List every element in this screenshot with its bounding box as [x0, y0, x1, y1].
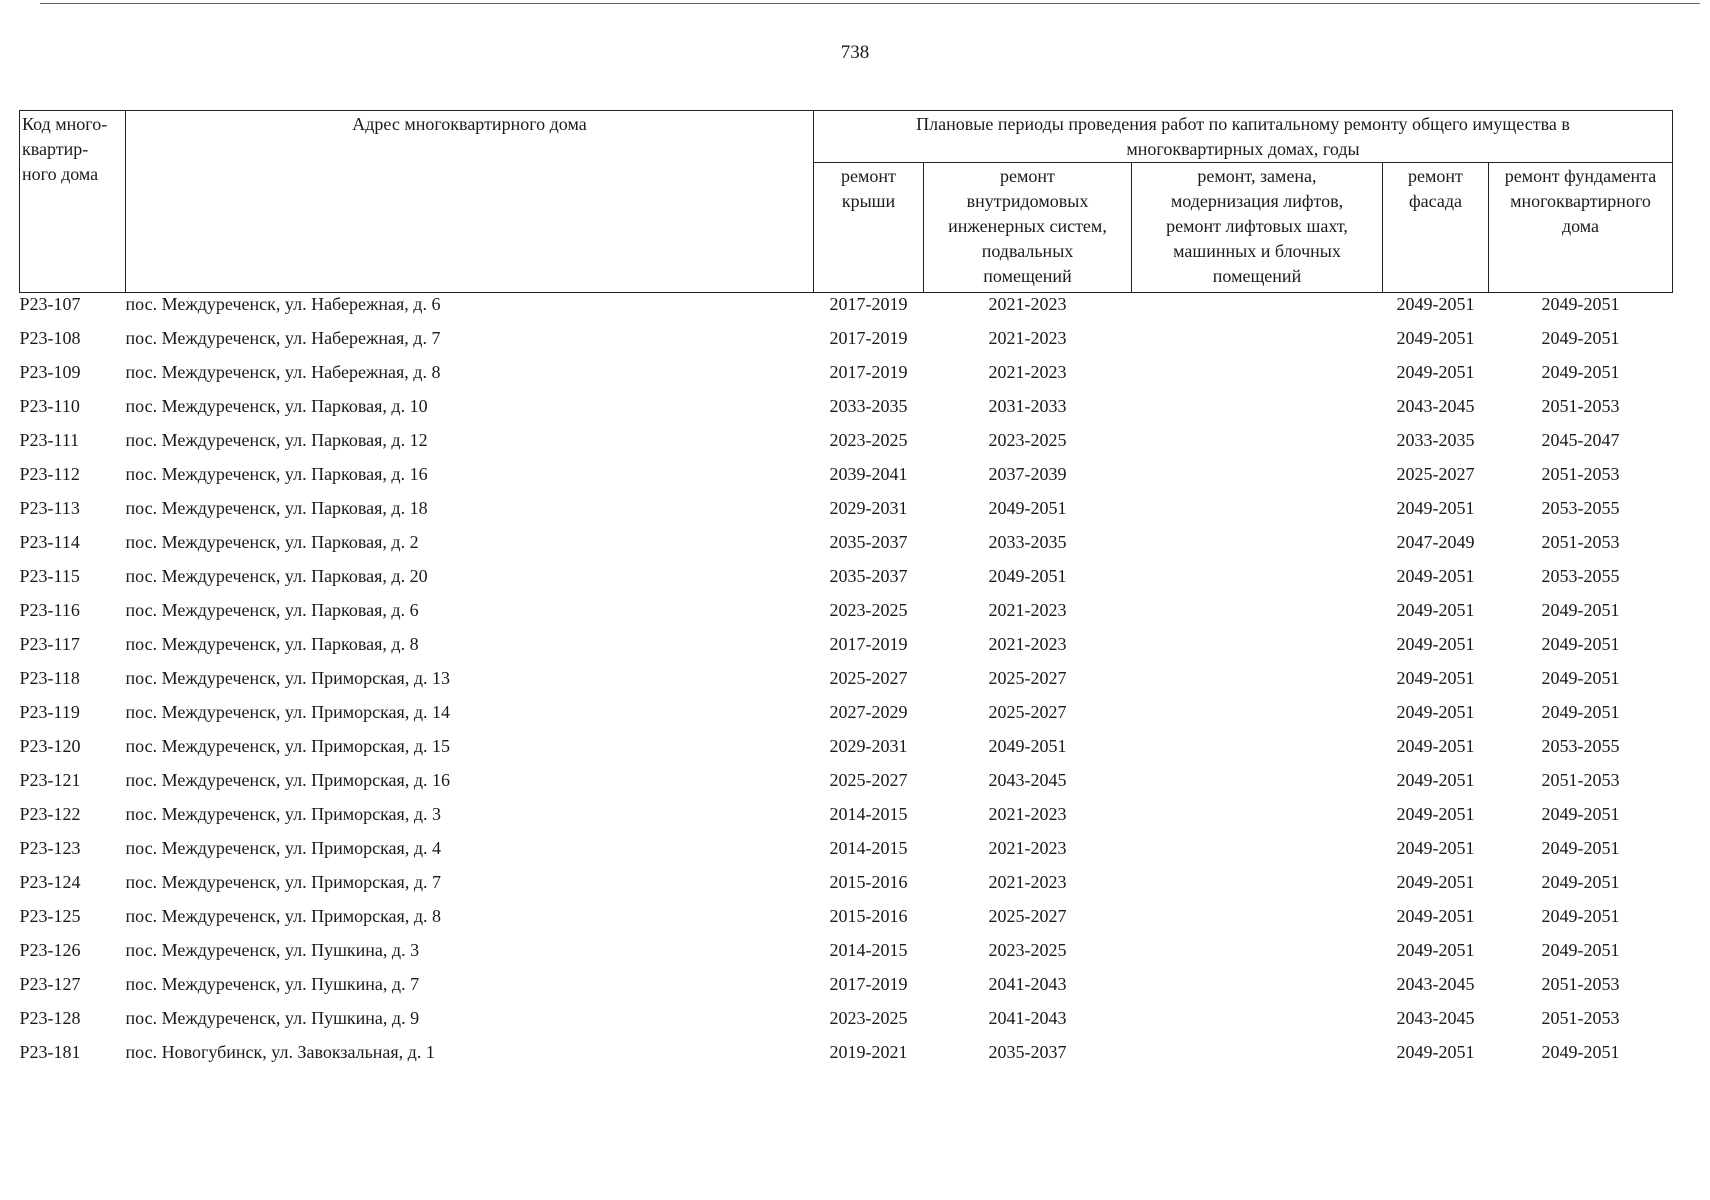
cell-foundation-period: 2049-2051 — [1541, 838, 1620, 858]
cell-roof-period: 2017-2019 — [829, 974, 908, 994]
cell-address: пос. Междуреченск, ул. Парковая, д. 8 — [125, 634, 419, 654]
table-row — [20, 905, 1673, 939]
cell-engineering-period: 2043-2045 — [988, 770, 1067, 790]
cell-facade-period: 2049-2051 — [1396, 566, 1475, 586]
cell-house-code: Р23-112 — [19, 464, 80, 484]
cell-elevators-period — [1132, 735, 1383, 769]
cell-elevators-period — [1132, 837, 1383, 871]
top-rule — [40, 3, 1700, 4]
cell-facade-period: 2049-2051 — [1396, 736, 1475, 756]
cell-roof-period: 2023-2025 — [829, 600, 908, 620]
table-row — [20, 735, 1673, 769]
cell-address: пос. Междуреченск, ул. Парковая, д. 6 — [125, 600, 419, 620]
cell-address: пос. Междуреченск, ул. Приморская, д. 13 — [125, 668, 450, 688]
header-foundation-repair: ремонт фундамента многоквартирного дома — [1489, 163, 1673, 293]
cell-house-code: Р23-117 — [19, 634, 80, 654]
cell-roof-period: 2014-2015 — [829, 838, 908, 858]
cell-engineering-period: 2041-2043 — [988, 974, 1067, 994]
page-number: 738 — [840, 42, 870, 63]
cell-facade-period: 2047-2049 — [1396, 532, 1475, 552]
cell-address: пос. Междуреченск, ул. Парковая, д. 2 — [125, 532, 419, 552]
table-row — [20, 565, 1673, 599]
cell-house-code: Р23-108 — [19, 328, 81, 348]
cell-facade-period: 2043-2045 — [1396, 1008, 1475, 1028]
cell-house-code: Р23-126 — [19, 940, 81, 960]
cell-foundation-period: 2053-2055 — [1541, 736, 1620, 756]
cell-foundation-period: 2049-2051 — [1541, 294, 1620, 314]
cell-house-code: Р23-122 — [19, 804, 81, 824]
cell-address: пос. Междуреченск, ул. Парковая, д. 10 — [125, 396, 428, 416]
cell-house-code: Р23-125 — [19, 906, 81, 926]
cell-elevators-period — [1132, 667, 1383, 701]
cell-address: пос. Междуреченск, ул. Набережная, д. 6 — [125, 294, 441, 314]
cell-facade-period: 2049-2051 — [1396, 328, 1475, 348]
cell-house-code: Р23-119 — [19, 702, 80, 722]
cell-house-code: Р23-123 — [19, 838, 81, 858]
cell-engineering-period: 2021-2023 — [988, 634, 1067, 654]
cell-foundation-period: 2049-2051 — [1541, 600, 1620, 620]
cell-roof-period: 2033-2035 — [829, 396, 908, 416]
cell-roof-period: 2015-2016 — [829, 906, 908, 926]
cell-facade-period: 2049-2051 — [1396, 634, 1475, 654]
cell-elevators-period — [1132, 633, 1383, 667]
repair-plan-table — [19, 110, 1673, 1075]
cell-engineering-period: 2021-2023 — [988, 804, 1067, 824]
table-row — [20, 803, 1673, 837]
cell-facade-period: 2049-2051 — [1396, 940, 1475, 960]
cell-roof-period: 2029-2031 — [829, 736, 908, 756]
header-engineering-systems: ремонт внутридомовых инженерных систем, подвальных помещений — [924, 163, 1132, 293]
cell-roof-period: 2027-2029 — [829, 702, 908, 722]
cell-engineering-period: 2025-2027 — [988, 906, 1067, 926]
header-elevators: ремонт, замена, модернизация лифтов, ремонт лифтовых шахт, машинных и блочных помещений — [1132, 163, 1383, 293]
cell-engineering-period: 2041-2043 — [988, 1008, 1067, 1028]
cell-address: пос. Междуреченск, ул. Набережная, д. 7 — [125, 328, 441, 348]
cell-house-code: Р23-107 — [19, 294, 81, 314]
cell-address: пос. Междуреченск, ул. Пушкина, д. 3 — [125, 940, 420, 960]
cell-elevators-period — [1132, 939, 1383, 973]
cell-engineering-period: 2021-2023 — [988, 872, 1067, 892]
table-row — [20, 361, 1673, 395]
cell-roof-period: 2035-2037 — [829, 532, 908, 552]
table-row — [20, 395, 1673, 429]
cell-foundation-period: 2053-2055 — [1541, 566, 1620, 586]
cell-foundation-period: 2049-2051 — [1541, 906, 1620, 926]
cell-address: пос. Междуреченск, ул. Приморская, д. 4 — [125, 838, 441, 858]
cell-facade-period: 2049-2051 — [1396, 770, 1475, 790]
cell-address: пос. Междуреченск, ул. Парковая, д. 12 — [125, 430, 428, 450]
cell-facade-period: 2049-2051 — [1396, 906, 1475, 926]
cell-engineering-period: 2025-2027 — [988, 668, 1067, 688]
cell-facade-period: 2049-2051 — [1396, 668, 1475, 688]
cell-address: пос. Междуреченск, ул. Приморская, д. 16 — [125, 770, 450, 790]
table-row — [20, 871, 1673, 905]
cell-engineering-period: 2023-2025 — [988, 430, 1067, 450]
cell-address: пос. Междуреченск, ул. Приморская, д. 8 — [125, 906, 441, 926]
table-row — [20, 429, 1673, 463]
cell-foundation-period: 2049-2051 — [1541, 804, 1620, 824]
cell-foundation-period: 2049-2051 — [1541, 362, 1620, 382]
cell-address: пос. Междуреченск, ул. Пушкина, д. 7 — [125, 974, 420, 994]
cell-foundation-period: 2051-2053 — [1541, 464, 1620, 484]
cell-elevators-period — [1132, 361, 1383, 395]
cell-facade-period: 2049-2051 — [1396, 1042, 1475, 1062]
cell-engineering-period: 2021-2023 — [988, 294, 1067, 314]
table-row — [20, 973, 1673, 1007]
cell-house-code: Р23-121 — [19, 770, 81, 790]
cell-address: пос. Междуреченск, ул. Приморская, д. 7 — [125, 872, 441, 892]
cell-foundation-period: 2051-2053 — [1541, 974, 1620, 994]
cell-house-code: Р23-116 — [19, 600, 80, 620]
cell-engineering-period: 2037-2039 — [988, 464, 1067, 484]
cell-elevators-period — [1132, 463, 1383, 497]
cell-address: пос. Междуреченск, ул. Приморская, д. 14 — [125, 702, 450, 722]
cell-engineering-period: 2049-2051 — [988, 498, 1067, 518]
cell-roof-period: 2023-2025 — [829, 1008, 908, 1028]
table-row — [20, 463, 1673, 497]
cell-house-code: Р23-118 — [19, 668, 80, 688]
cell-address: пос. Междуреченск, ул. Парковая, д. 20 — [125, 566, 428, 586]
cell-house-code: Р23-111 — [19, 430, 80, 450]
cell-roof-period: 2029-2031 — [829, 498, 908, 518]
cell-foundation-period: 2051-2053 — [1541, 1008, 1620, 1028]
cell-address: пос. Междуреченск, ул. Пушкина, д. 9 — [125, 1008, 420, 1028]
cell-house-code: Р23-113 — [19, 498, 80, 518]
cell-facade-period: 2049-2051 — [1396, 702, 1475, 722]
cell-engineering-period: 2031-2033 — [988, 396, 1067, 416]
cell-elevators-period — [1132, 293, 1383, 328]
cell-elevators-period — [1132, 599, 1383, 633]
cell-roof-period: 2025-2027 — [829, 668, 908, 688]
cell-foundation-period: 2049-2051 — [1541, 634, 1620, 654]
cell-engineering-period: 2025-2027 — [988, 702, 1067, 722]
cell-elevators-period — [1132, 973, 1383, 1007]
cell-address: пос. Междуреченск, ул. Парковая, д. 16 — [125, 464, 428, 484]
cell-foundation-period: 2049-2051 — [1541, 328, 1620, 348]
cell-house-code: Р23-109 — [19, 362, 81, 382]
header-roof-repair: ремонт крыши — [814, 163, 924, 293]
cell-elevators-period — [1132, 1041, 1383, 1075]
cell-facade-period: 2049-2051 — [1396, 362, 1475, 382]
cell-address: пос. Междуреченск, ул. Приморская, д. 3 — [125, 804, 441, 824]
cell-facade-period: 2043-2045 — [1396, 974, 1475, 994]
cell-address: пос. Междуреченск, ул. Набережная, д. 8 — [125, 362, 441, 382]
cell-elevators-period — [1132, 565, 1383, 599]
table-row — [20, 497, 1673, 531]
header-house-code: Код много- квартир- ного дома — [20, 111, 126, 293]
table-row — [20, 599, 1673, 633]
cell-facade-period: 2033-2035 — [1396, 430, 1475, 450]
cell-facade-period: 2049-2051 — [1396, 804, 1475, 824]
header-planned-periods: Плановые периоды проведения работ по капитальному ремонту общего имущества в многоквартирных домах, годы — [814, 111, 1673, 163]
cell-house-code: Р23-115 — [19, 566, 80, 586]
cell-address: пос. Междуреченск, ул. Парковая, д. 18 — [125, 498, 428, 518]
cell-address: пос. Междуреченск, ул. Приморская, д. 15 — [125, 736, 450, 756]
cell-foundation-period: 2049-2051 — [1541, 872, 1620, 892]
cell-elevators-period — [1132, 429, 1383, 463]
cell-elevators-period — [1132, 1007, 1383, 1041]
cell-foundation-period: 2049-2051 — [1541, 940, 1620, 960]
cell-foundation-period: 2051-2053 — [1541, 396, 1620, 416]
cell-engineering-period: 2021-2023 — [988, 600, 1067, 620]
cell-house-code: Р23-181 — [19, 1042, 81, 1062]
cell-roof-period: 2017-2019 — [829, 328, 908, 348]
table-row — [20, 769, 1673, 803]
cell-address: пос. Новогубинск, ул. Завокзальная, д. 1 — [125, 1042, 435, 1062]
cell-house-code: Р23-110 — [19, 396, 80, 416]
cell-engineering-period: 2049-2051 — [988, 566, 1067, 586]
cell-engineering-period: 2023-2025 — [988, 940, 1067, 960]
table-row — [20, 701, 1673, 735]
cell-facade-period: 2049-2051 — [1396, 872, 1475, 892]
cell-roof-period: 2014-2015 — [829, 804, 908, 824]
cell-roof-period: 2017-2019 — [829, 634, 908, 654]
cell-roof-period: 2019-2021 — [829, 1042, 908, 1062]
table-row — [20, 327, 1673, 361]
cell-foundation-period: 2049-2051 — [1541, 1042, 1620, 1062]
cell-engineering-period: 2021-2023 — [988, 328, 1067, 348]
table-row — [20, 1007, 1673, 1041]
cell-house-code: Р23-114 — [19, 532, 80, 552]
cell-elevators-period — [1132, 905, 1383, 939]
cell-elevators-period — [1132, 531, 1383, 565]
cell-roof-period: 2023-2025 — [829, 430, 908, 450]
cell-engineering-period: 2049-2051 — [988, 736, 1067, 756]
cell-roof-period: 2014-2015 — [829, 940, 908, 960]
cell-foundation-period: 2045-2047 — [1541, 430, 1620, 450]
cell-elevators-period — [1132, 327, 1383, 361]
table-row — [20, 531, 1673, 565]
table-row — [20, 1041, 1673, 1075]
cell-house-code: Р23-127 — [19, 974, 81, 994]
cell-facade-period: 2049-2051 — [1396, 600, 1475, 620]
cell-elevators-period — [1132, 701, 1383, 735]
cell-roof-period: 2017-2019 — [829, 294, 908, 314]
cell-engineering-period: 2021-2023 — [988, 362, 1067, 382]
header-facade-repair: ремонт фасада — [1383, 163, 1489, 293]
cell-house-code: Р23-124 — [19, 872, 81, 892]
cell-elevators-period — [1132, 769, 1383, 803]
cell-roof-period: 2017-2019 — [829, 362, 908, 382]
cell-engineering-period: 2021-2023 — [988, 838, 1067, 858]
cell-facade-period: 2049-2051 — [1396, 294, 1475, 314]
table-row — [20, 837, 1673, 871]
header-address: Адрес многоквартирного дома — [126, 111, 814, 293]
cell-foundation-period: 2049-2051 — [1541, 702, 1620, 722]
cell-house-code: Р23-128 — [19, 1008, 81, 1028]
cell-house-code: Р23-120 — [19, 736, 81, 756]
cell-elevators-period — [1132, 395, 1383, 429]
cell-engineering-period: 2033-2035 — [988, 532, 1067, 552]
cell-elevators-period — [1132, 803, 1383, 837]
table-row — [20, 633, 1673, 667]
cell-foundation-period: 2049-2051 — [1541, 668, 1620, 688]
cell-foundation-period: 2053-2055 — [1541, 498, 1620, 518]
cell-foundation-period: 2051-2053 — [1541, 770, 1620, 790]
cell-facade-period: 2025-2027 — [1396, 464, 1475, 484]
cell-foundation-period: 2051-2053 — [1541, 532, 1620, 552]
cell-roof-period: 2025-2027 — [829, 770, 908, 790]
cell-facade-period: 2049-2051 — [1396, 498, 1475, 518]
cell-roof-period: 2039-2041 — [829, 464, 908, 484]
table-row — [20, 667, 1673, 701]
cell-facade-period: 2043-2045 — [1396, 396, 1475, 416]
cell-facade-period: 2049-2051 — [1396, 838, 1475, 858]
cell-engineering-period: 2035-2037 — [988, 1042, 1067, 1062]
table-row — [20, 293, 1673, 328]
cell-roof-period: 2035-2037 — [829, 566, 908, 586]
table-row — [20, 939, 1673, 973]
cell-elevators-period — [1132, 871, 1383, 905]
cell-roof-period: 2015-2016 — [829, 872, 908, 892]
cell-elevators-period — [1132, 497, 1383, 531]
